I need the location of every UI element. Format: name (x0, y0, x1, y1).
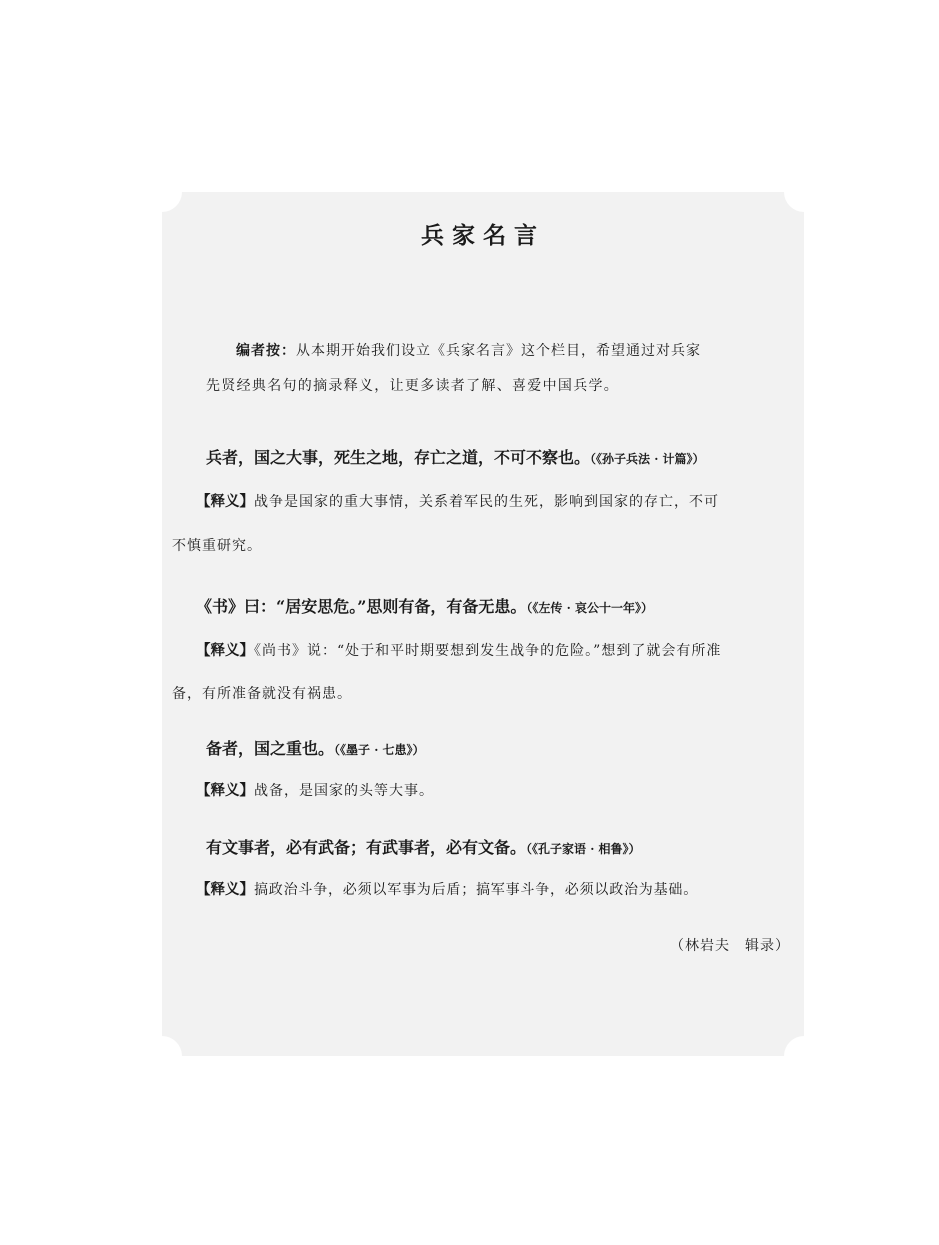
explanation-text: 《尚书》说：“处于和平时期要想到发生战争的危险。”想到了就会有所准 (254, 643, 722, 659)
quote-entry-3 (206, 736, 425, 759)
quote-text: 有文事者，必有武备；有武事者，必有文备。 (206, 838, 527, 857)
editor-note-label: 编者按： (236, 343, 296, 359)
quote-entry-4 (206, 835, 641, 858)
explanation-1-line-1 (196, 490, 719, 511)
quote-entry-2 (196, 594, 653, 617)
explanation-label: 【释义】 (196, 782, 254, 799)
panel-corner-notch (784, 1036, 824, 1076)
compiler-signature: （林岩夫 辑录） (670, 938, 790, 954)
quote-text: 《书》曰：“居安思危。”思则有备，有备无患。 (196, 597, 527, 616)
editor-note-text-1: 从本期开始我们设立《兵家名言》这个栏目，希望通过对兵家 (296, 343, 701, 359)
quote-source: （《墨子 · 七患》） (334, 743, 425, 757)
quote-entry-1 (206, 445, 705, 468)
quote-source: （《左传 · 哀公十一年》） (526, 601, 653, 615)
quote-text: 兵者，国之大事，死生之地，存亡之道，不可不察也。 (206, 448, 591, 467)
explanation-label: 【释义】 (196, 642, 254, 659)
explanation-label: 【释义】 (196, 493, 254, 510)
quote-source: （《孔子家语 · 相鲁》） (526, 842, 641, 856)
editor-note-line-1 (236, 340, 701, 360)
explanation-text: 搞政治斗争，必须以军事为后盾；搞军事斗争，必须以政治为基础。 (254, 882, 698, 898)
panel-corner-notch (784, 172, 824, 212)
article-panel (162, 192, 804, 1056)
panel-corner-notch (142, 172, 182, 212)
explanation-text: 战争是国家的重大事情，关系着军民的生死，影响到国家的存亡，不可 (254, 494, 719, 510)
explanation-label: 【释义】 (196, 881, 254, 898)
quote-text: 备者，国之重也。 (206, 739, 335, 758)
explanation-3-line-1 (196, 779, 434, 800)
explanation-4-line-1 (196, 878, 698, 899)
explanation-text: 战备，是国家的头等大事。 (254, 783, 434, 799)
quote-source: （《孙子兵法 · 计篇》） (590, 452, 705, 466)
editor-note-line-2: 先贤经典名句的摘录释义，让更多读者了解、喜爱中国兵学。 (206, 378, 620, 394)
panel-corner-notch (142, 1036, 182, 1076)
page-title: 兵家名言 (421, 223, 545, 249)
explanation-1-line-2: 不慎重研究。 (172, 538, 262, 554)
explanation-2-line-2: 备，有所准备就没有祸患。 (172, 686, 352, 702)
explanation-2-line-1 (196, 639, 721, 660)
